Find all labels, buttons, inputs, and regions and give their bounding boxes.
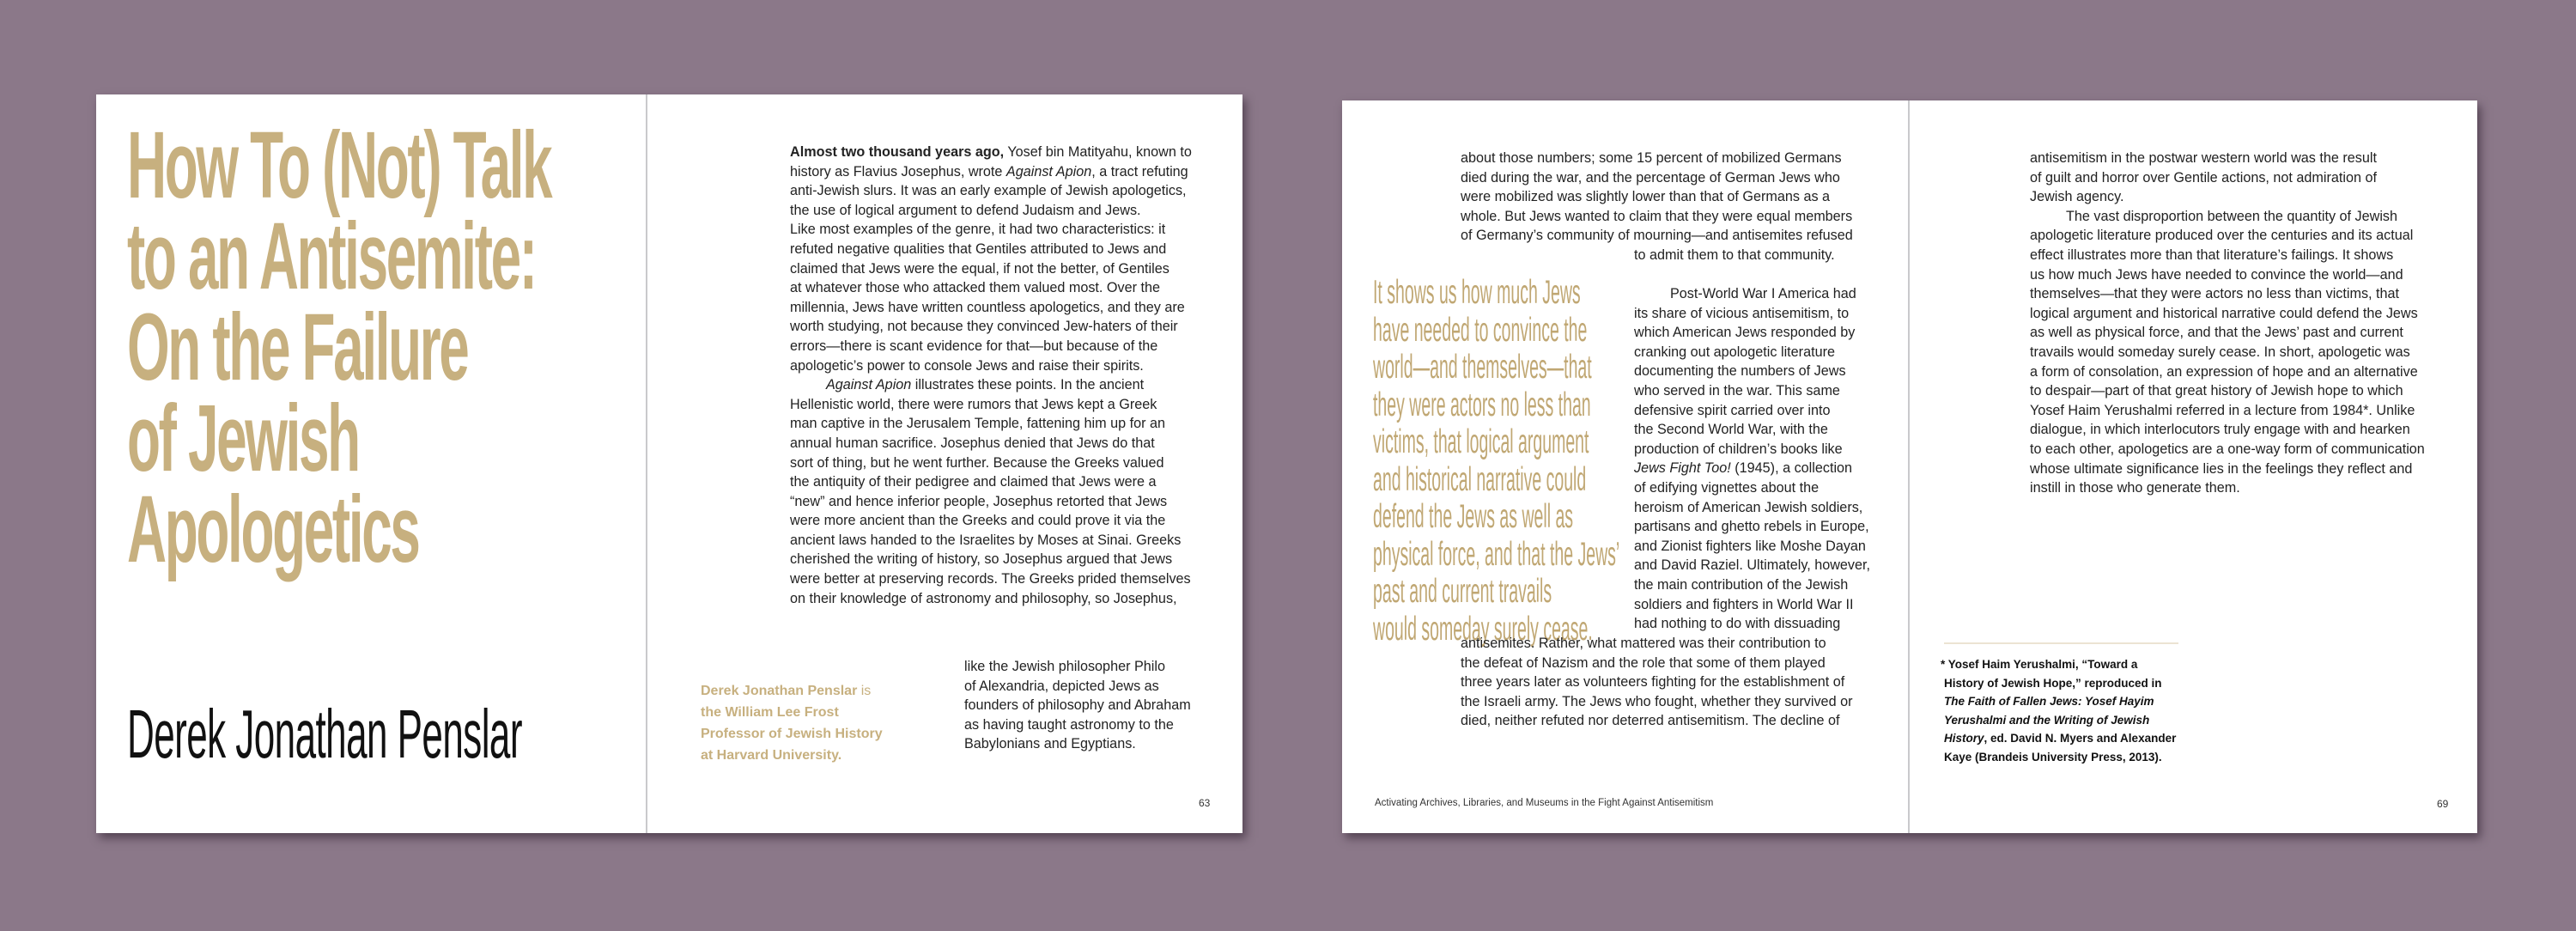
- text-line: errors—there is scant evidence for that—but because of the: [790, 338, 1158, 354]
- text-line: of guilt and horror over Gentile actions, not admiration of: [2030, 169, 2378, 186]
- text-line: were more ancient than the Greeks and could prove it via the: [790, 513, 1166, 529]
- text-line: to admit them to that community.: [1634, 246, 1835, 263]
- book-title: Jews Fight Too!: [1634, 460, 1731, 477]
- text-line: (1945), a collection: [1730, 460, 1853, 477]
- text-line: three years later as volunteers fighting for the establishment of: [1461, 674, 1845, 691]
- text-line: sort of thing, but he went further. Because the Greeks valued: [790, 454, 1164, 471]
- footnote-line: , ed. David N. Myers and Alexander: [1984, 732, 2177, 745]
- text-line: on their knowledge of astronomy and philosophy, so Josephus,: [790, 590, 1177, 606]
- text-line: heroism of American Jewish soldiers,: [1634, 499, 1863, 515]
- text-line: of Alexandria, depicted Jews as: [964, 678, 1159, 694]
- text-line: Hellenistic world, there were rumors that Jews kept a Greek: [790, 396, 1157, 412]
- quote-line: and historical narrative could: [1373, 460, 1587, 498]
- text-line: as well as physical force, and that the Jews’ past and current: [2030, 325, 2403, 341]
- text-line: Jewish agency.: [2030, 189, 2124, 205]
- text-line: at whatever those who attacked them valued most. Over the: [790, 280, 1160, 296]
- text-line: Babylonians and Egyptians.: [964, 736, 1136, 752]
- quote-line: they were actors no less than: [1373, 386, 1591, 423]
- text-line: like the Jewish philosopher Philo: [964, 659, 1165, 674]
- text-line: partisans and ghetto rebels in Europe,: [1634, 519, 1869, 535]
- text-line: instill in those who generate them.: [2030, 480, 2240, 496]
- text-line: to each other, apologetics are a one-way form of communication: [2030, 441, 2425, 457]
- text-line: effect illustrates more than that literature’s failings. It shows: [2030, 246, 2394, 263]
- text-line: died during the war, and the percentage of German Jews who: [1461, 169, 1840, 186]
- text-line: man captive in the Jerusalem Temple, fattening him up for an: [790, 416, 1165, 432]
- text-line: cranking out apologetic literature: [1634, 344, 1835, 360]
- text-line: of Germany’s community of mourning—and antisemites refused: [1461, 228, 1853, 244]
- text-line: its share of vicious antisemitism, to: [1634, 305, 1850, 321]
- text-line: died, neither refuted nor deterred antisemitism. The decline of: [1461, 713, 1840, 729]
- page-number: 69: [2437, 798, 2449, 810]
- text-line: antisemites. Rather, what mattered was their contribution to: [1461, 636, 1826, 651]
- title-line: How To (Not) Talk: [127, 113, 551, 218]
- text-line: the defeat of Nazism and the role that some of them played: [1461, 654, 1826, 671]
- spine: [1908, 100, 1910, 833]
- quote-line: would someday surely cease.: [1373, 610, 1593, 648]
- title-line: On the Failure: [127, 295, 468, 400]
- title-line: of Jewish: [127, 386, 359, 491]
- text-line: the main contribution of the Jewish: [1634, 576, 1849, 593]
- text-line: history as Flavius Josephus, wrote: [790, 163, 1006, 180]
- running-footer: Activating Archives, Libraries, and Museums in the Fight Against Antisemitism: [1375, 798, 1714, 808]
- footnote-line: The Faith of Fallen Jews: Yosef Hayim: [1944, 695, 2154, 708]
- text-line: as having taught astronomy to the: [964, 716, 1174, 733]
- quote-line: world—and themselves—that: [1373, 349, 1592, 386]
- text-line: The vast disproportion between the quantity of Jewish: [2066, 208, 2398, 224]
- text-line: founders of philosophy and Abraham: [964, 697, 1191, 714]
- text-line: , a tract refuting: [1091, 163, 1188, 180]
- spine: [646, 94, 647, 833]
- author-name: Derek Jonathan Penslar: [127, 696, 522, 772]
- text-line: millennia, Jews have written countless apologetics, and they are: [790, 299, 1185, 315]
- right-spread: [1342, 100, 2477, 833]
- text-line: Post-World War I America had: [1670, 286, 1856, 301]
- text-line: us how much Jews have needed to convince the world—and: [2030, 266, 2403, 283]
- bio-text: Professor of Jewish History: [701, 727, 883, 741]
- text-line: Yosef bin Matityahu, known to: [1004, 144, 1192, 160]
- body-text-column-2: [2030, 149, 2425, 498]
- text-line: had nothing to do with dissuading: [1634, 616, 1841, 632]
- book-title: Against Apion: [826, 377, 912, 393]
- author-bio: [701, 680, 883, 766]
- quote-line: past and current travails: [1373, 573, 1552, 610]
- text-line: the use of logical argument to defend Judaism and Jews.: [790, 202, 1141, 218]
- text-line: which American Jews responded by: [1634, 325, 1856, 341]
- text-line: worth studying, not because they convinced Jew-haters of their: [790, 319, 1178, 335]
- text-line: the Second World War, with the: [1634, 422, 1828, 438]
- text-line: about those numbers; some 15 percent of mobilized Germans: [1461, 150, 1842, 166]
- bio-text: at Harvard University.: [701, 748, 842, 763]
- book-title: Against Apion: [1005, 163, 1092, 180]
- page-number: 63: [1199, 797, 1211, 809]
- text-line: documenting the numbers of Jews: [1634, 363, 1846, 380]
- text-line: the Israeli army. The Jews who fought, whether they survived or: [1461, 693, 1853, 709]
- text-line: Yosef Haim Yerushalmi referred in a lecture from 1984*. Unlike: [2030, 402, 2415, 418]
- text-line: whole. But Jews wanted to claim that they were equal members: [1461, 208, 1853, 224]
- text-line: illustrates these points. In the ancient: [911, 377, 1145, 393]
- bio-text: the William Lee Frost: [701, 705, 839, 720]
- body-text: [1461, 634, 1852, 731]
- body-text-narrow: [964, 657, 1191, 754]
- lead-in: Almost two thousand years ago,: [790, 144, 1005, 160]
- quote-line: physical force, and that the Jews’: [1373, 535, 1620, 573]
- footnote-line: Yerushalmi and the Writing of Jewish: [1944, 713, 2150, 727]
- text-line: travails would someday surely cease. In short, apologetic was: [2030, 344, 2410, 360]
- text-line: cherished the writing of history, so Josephus argued that Jews: [790, 551, 1173, 568]
- footnote-line: Kaye (Brandeis University Press, 2013).: [1944, 750, 2162, 764]
- text-line: were mobilized was slightly lower than that of Germans as a: [1461, 189, 1831, 205]
- text-line: Like most examples of the genre, it had two characteristics: it: [790, 222, 1166, 238]
- text-line: ancient laws handed to the Israelites by Moses at Sinai. Greeks: [790, 532, 1182, 548]
- body-text: [790, 143, 1192, 608]
- text-line: “new” and hence inferior people, Josephus retorted that Jews: [790, 493, 1168, 509]
- text-line: soldiers and fighters in World War II: [1634, 596, 1854, 612]
- text-line: apologetic literature produced over the centuries and its actual: [2030, 228, 2414, 244]
- footnote-rule: [1944, 642, 2178, 644]
- footnote-line: * Yosef Haim Yerushalmi, “Toward a: [1941, 658, 2138, 671]
- text-line: and Zionist fighters like Moshe Dayan: [1634, 538, 1866, 554]
- text-line: of edifying vignettes about the: [1634, 479, 1820, 496]
- quote-line: have needed to convince the: [1373, 311, 1588, 349]
- quote-line: It shows us how much Jews: [1373, 274, 1581, 311]
- text-line: production of children’s books like: [1634, 441, 1843, 457]
- bio-name: Derek Jonathan Penslar: [701, 684, 858, 698]
- text-line: anti-Jewish slurs. It was an early example of Jewish apologetics,: [790, 183, 1187, 199]
- quote-line: victims, that logical argument: [1373, 423, 1589, 460]
- text-line: annual human sacrifice. Josephus denied that Jews do that: [790, 435, 1155, 451]
- pull-quote: [1373, 274, 1619, 648]
- body-text: [1461, 149, 1853, 265]
- footnote-line: History of Jewish Hope,” reproduced in: [1944, 676, 2162, 690]
- bio-text: is: [857, 684, 872, 698]
- text-line: whose ultimate significance lies in the feelings they reflect and: [2030, 460, 2413, 477]
- quote-line: defend the Jews as well as: [1373, 498, 1574, 535]
- text-line: logical argument and historical narrative could defend the Jews: [2030, 305, 2418, 321]
- text-line: who served in the war. This same: [1634, 382, 1840, 399]
- footnote-line: History: [1944, 732, 1984, 745]
- left-spread: [96, 94, 1242, 833]
- text-line: dialogue, in which interlocutors truly engage with and hearken: [2030, 422, 2410, 438]
- text-line: defensive spirit carried over into: [1634, 402, 1831, 418]
- footnote: [1941, 655, 2176, 766]
- text-line: and David Raziel. Ultimately, however,: [1634, 557, 1871, 574]
- article-title: [127, 113, 551, 582]
- text-line: a form of consolation, an expression of hope and an alternative: [2030, 363, 2418, 380]
- text-line: the antiquity of their pedigree and claimed that Jews were a: [790, 474, 1157, 490]
- text-line: antisemitism in the postwar western world was the result: [2030, 150, 2377, 166]
- text-line: to despair—part of that great history of Jewish hope to which: [2030, 383, 2403, 399]
- text-line: themselves—that they were actors no less than victims, that: [2030, 286, 2400, 302]
- body-text-narrow: [1634, 284, 1870, 634]
- title-line: Apologetics: [127, 477, 419, 582]
- text-line: refuted negative qualities that Gentiles attributed to Jews and: [790, 240, 1167, 257]
- text-line: were better at preserving records. The Greeks prided themselves: [790, 571, 1191, 587]
- text-line: apologetic’s power to console Jews and raise their spirits.: [790, 357, 1144, 374]
- text-line: claimed that Jews were the equal, if not the better, of Gentiles: [790, 260, 1170, 277]
- title-line: to an Antisemite:: [127, 204, 536, 309]
